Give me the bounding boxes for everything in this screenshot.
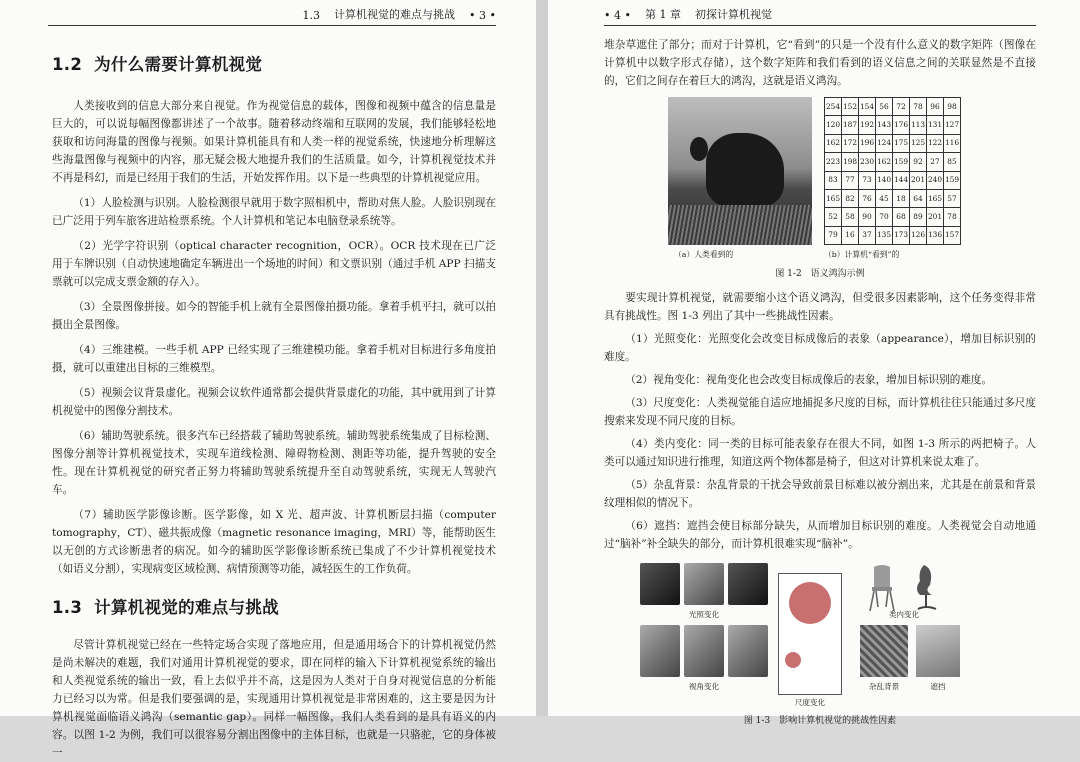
matrix-cell: 78 <box>910 98 927 116</box>
figure-1-2 <box>668 97 1036 245</box>
list-item: （1）光照变化：光照变化会改变目标成像后的表象（appearance），增加目标识别的难度。 <box>604 333 1036 363</box>
matrix-row <box>825 171 961 189</box>
matrix-cell: 113 <box>910 116 927 134</box>
section-number: 1.3 <box>52 598 83 617</box>
page-number: • 3 • <box>469 9 496 22</box>
matrix-cell: 89 <box>910 208 927 226</box>
matrix-cell: 45 <box>876 189 893 207</box>
paragraph: 尽管计算机视觉已经在一些特定场合实现了落地应用，但是通用场合下的计算机视觉仍然是尚未解决的难题，我们对通用计算机视觉的要求，即在同样的输入下计算机视觉系统的输出和人类视觉系统的输出一致，看上去似乎并不高，这是因为人类对于自身对视觉信息的分析能力已经习以为常。但是我们要强调的是，实现通用计算机视觉是非常困难的，这主要是因为计算机视觉面临语义鸿沟（semantic gap）。同样一幅图像，我们人类看到的是具有语义的内容。以图 1-2 为例，我们可以很容易分割出图像中的主体目标，也就是一只骆驼，它的身体被一 <box>52 639 496 759</box>
matrix-cell: 16 <box>842 226 859 244</box>
matrix-cell: 126 <box>910 226 927 244</box>
section-heading-1-2 <box>52 51 496 75</box>
matrix-cell: 254 <box>825 98 842 116</box>
figure-subcaptions <box>674 249 1036 260</box>
matrix-cell: 201 <box>927 208 944 226</box>
list-item: （5）视频会议背景虚化。视频会议软件通常都会提供背景虚化的功能，其中就用到了计算机视觉中的图像分割技术。 <box>52 387 496 417</box>
list-item: （5）杂乱背景：杂乱背景的干扰会导致前景目标难以被分割出来，尤其是在前景和背景纹理相似的情况下。 <box>604 479 1036 509</box>
pixel-matrix <box>824 97 961 245</box>
matrix-cell: 173 <box>893 226 910 244</box>
matrix-cell: 72 <box>893 98 910 116</box>
book-gutter <box>536 0 548 716</box>
matrix-cell: 175 <box>893 134 910 152</box>
portrait-light-image <box>728 563 768 605</box>
list-item: （6）遮挡：遮挡会使目标部分缺失，从而增加目标识别的难度。人类视觉会自动地通过“脑补”补全缺失的部分，而计算机很难实现“脑补”。 <box>604 520 1036 550</box>
tabby-cat-image <box>860 625 908 677</box>
matrix-cell: 64 <box>910 189 927 207</box>
page-number: • 4 • <box>604 9 631 22</box>
paragraph: 堆杂草遮住了部分；而对于计算机，它“看到”的只是一个没有什么意义的数字矩阵（图像在计算机中以数字形式存储），这个数字矩阵和我们看到的语义信息之间的关联显然是不直接的，它们之间存在着巨大的鸿沟，这就是语义鸿沟。 <box>604 39 1036 87</box>
matrix-cell: 77 <box>842 171 859 189</box>
list-item: （6）辅助驾驶系统。很多汽车已经搭载了辅助驾驶系统。辅助驾驶系统集成了目标检测、图像分割等计算机视觉技术，实现车道线检测、障碍物检测、测距等功能，提升驾驶的安全性。现在计算机视觉的研究者正努力将辅助驾驶系统提升至自动驾驶系统，实现无人驾驶汽车。 <box>52 430 496 496</box>
section-heading-1-3 <box>52 594 496 618</box>
figure-1-3 <box>640 563 1050 711</box>
list-item: （7）辅助医学影像诊断。医学影像，如 X 光、超声波、计算机断层扫描（computer tomography，CT）、磁共振成像（magnetic resonance imaging，MRI）等，能帮助医生以无创的方式诊断患者的病况。如今的辅助医学影像诊断系统已集成了不少计算机视觉技术（如语义分割），实现病变区域检测、病情预测等功能，减轻医生的工作负荷。 <box>52 509 496 575</box>
label-lighting: 光照变化 <box>688 610 720 619</box>
matrix-cell: 125 <box>910 134 927 152</box>
matrix-row <box>825 134 961 152</box>
matrix-cell: 140 <box>876 171 893 189</box>
label-clutter: 杂乱背景 <box>868 682 900 691</box>
label-scale: 尺度变化 <box>794 698 826 707</box>
matrix-cell: 96 <box>927 98 944 116</box>
matrix-cell: 201 <box>910 171 927 189</box>
matrix-cell: 70 <box>876 208 893 226</box>
chapter-label: 第 1 章 <box>644 8 681 21</box>
large-circle <box>789 582 831 624</box>
matrix-cell: 58 <box>842 208 859 226</box>
matrix-cell: 79 <box>825 226 842 244</box>
section-title: 为什么需要计算机视觉 <box>94 55 263 74</box>
matrix-cell: 18 <box>893 189 910 207</box>
matrix-cell: 127 <box>944 116 961 134</box>
matrix-cell: 92 <box>910 153 927 171</box>
subcaption-b: （b）计算机“看到”的 <box>824 250 900 259</box>
matrix-cell: 122 <box>927 134 944 152</box>
section-title: 计算机视觉的难点与挑战 <box>94 598 279 617</box>
camel-silhouette <box>706 133 784 207</box>
list-item: （4）三维建模。一些手机 APP 已经实现了三维建模功能。拿着手机对目标进行多角度拍摄，就可以重建出目标的三维模型。 <box>52 344 496 374</box>
camel-head <box>690 137 708 161</box>
chair-2-icon <box>910 563 944 613</box>
matrix-cell: 176 <box>893 116 910 134</box>
matrix-row <box>825 153 961 171</box>
matrix-cell: 73 <box>859 171 876 189</box>
matrix-cell: 52 <box>825 208 842 226</box>
matrix-cell: 57 <box>944 189 961 207</box>
figure-caption: 图 1-3 影响计算机视觉的挑战性因素 <box>743 716 897 726</box>
right-page <box>548 0 1080 726</box>
matrix-cell: 131 <box>927 116 944 134</box>
running-head-title: 计算机视觉的难点与挑战 <box>334 8 456 21</box>
matrix-cell: 83 <box>825 171 842 189</box>
matrix-cell: 192 <box>859 116 876 134</box>
paragraph: 人类接收到的信息大部分来自视觉。作为视觉信息的载体，图像和视频中蕴含的信息量是巨大的，可以说每幅图像都讲述了一个故事。随着移动终端和互联网的发展，我们能够轻松地获取和访问海量的图像与视频。如果计算机能具有和人类一样的视觉系统，快速地分析理解这些海量图像与视频中的内容，那无疑会极大地提升我们的生活质量。如今，计算机视觉技术并不再是科幻，而是已经用于我们的生活，开始发挥作用。以下是一些典型的计算机视觉应用。 <box>52 100 496 184</box>
matrix-cell: 230 <box>859 153 876 171</box>
matrix-cell: 116 <box>944 134 961 152</box>
statue-view-2-image <box>684 625 724 677</box>
matrix-cell: 85 <box>944 153 961 171</box>
camel-photo <box>668 97 812 245</box>
running-head-right <box>604 0 1036 26</box>
matrix-cell: 172 <box>842 134 859 152</box>
matrix-row <box>825 226 961 244</box>
chair-1-icon <box>862 563 902 613</box>
list-item: （2）视角变化：视角变化也会改变目标成像后的表象，增加目标识别的难度。 <box>625 374 993 386</box>
matrix-cell: 154 <box>859 98 876 116</box>
figure-caption: 图 1-2 语义鸿沟示例 <box>775 269 865 279</box>
matrix-cell: 56 <box>876 98 893 116</box>
matrix-cell: 120 <box>825 116 842 134</box>
matrix-cell: 198 <box>842 153 859 171</box>
running-head-left <box>48 0 496 26</box>
matrix-cell: 27 <box>927 153 944 171</box>
list-item: （1）人脸检测与识别。人脸检测很早就用于数字照相机中，帮助对焦人脸。人脸识别现在已广泛用于列车旅客进站检票系统。个人计算机和笔记本电脑登录系统等。 <box>52 197 496 227</box>
matrix-cell: 78 <box>944 208 961 226</box>
matrix-row <box>825 98 961 116</box>
matrix-cell: 37 <box>859 226 876 244</box>
matrix-cell: 187 <box>842 116 859 134</box>
matrix-cell: 159 <box>893 153 910 171</box>
matrix-cell: 165 <box>825 189 842 207</box>
left-page <box>0 0 536 759</box>
matrix-cell: 157 <box>944 226 961 244</box>
matrix-cell: 143 <box>876 116 893 134</box>
matrix-cell: 76 <box>859 189 876 207</box>
matrix-cell: 159 <box>944 171 961 189</box>
matrix-cell: 124 <box>876 134 893 152</box>
matrix-row <box>825 208 961 226</box>
scale-box <box>778 573 842 695</box>
matrix-row <box>825 189 961 207</box>
matrix-cell: 223 <box>825 153 842 171</box>
occluded-object-image <box>916 625 960 677</box>
matrix-cell: 240 <box>927 171 944 189</box>
grass <box>668 205 812 245</box>
matrix-cell: 136 <box>927 226 944 244</box>
running-head-section: 1.3 <box>302 9 321 22</box>
small-circle <box>785 652 801 668</box>
matrix-cell: 162 <box>825 134 842 152</box>
chapter-title: 初探计算机视觉 <box>694 8 772 21</box>
label-occlusion: 遮挡 <box>930 682 946 691</box>
list-item: （3）全景图像拼接。如今的智能手机上就有全景图像拍摄功能。拿着手机平扫，就可以拍摄出全景图像。 <box>52 301 496 331</box>
matrix-cell: 165 <box>927 189 944 207</box>
matrix-cell: 196 <box>859 134 876 152</box>
statue-view-3-image <box>728 625 768 677</box>
matrix-cell: 68 <box>893 208 910 226</box>
matrix-cell: 135 <box>876 226 893 244</box>
matrix-cell: 90 <box>859 208 876 226</box>
label-viewpoint: 视角变化 <box>688 682 720 691</box>
label-intra-class: 类内变化 <box>888 610 920 619</box>
paragraph: 要实现计算机视觉，就需要缩小这个语义鸿沟，但受很多因素影响，这个任务变得非常具有挑战性。图 1-3 列出了其中一些挑战性因素。 <box>604 292 1036 322</box>
matrix-row <box>825 116 961 134</box>
list-item: （2）光学字符识别（optical character recognition，OCR）。OCR 技术现在已广泛用于车牌识别（自动快速地确定车辆进出一个场地的时间）和文票识别（通过手机 APP 扫描支票就可以完成支票金额的存入）。 <box>52 240 496 288</box>
portrait-mid-image <box>684 563 724 605</box>
portrait-dark-image <box>640 563 680 605</box>
matrix-cell: 152 <box>842 98 859 116</box>
list-item: （4）类内变化：同一类的目标可能表象存在很大不同，如图 1-3 所示的两把椅子。人类可以通过知识进行推理，知道这两个物体都是椅子，但这对计算机来说太难了。 <box>604 438 1036 468</box>
matrix-cell: 82 <box>842 189 859 207</box>
matrix-cell: 98 <box>944 98 961 116</box>
matrix-cell: 144 <box>893 171 910 189</box>
statue-view-1-image <box>640 625 680 677</box>
matrix-cell: 162 <box>876 153 893 171</box>
subcaption-a: （a）人类看到的 <box>674 250 734 259</box>
section-number: 1.2 <box>52 55 83 74</box>
list-item: （3）尺度变化：人类视觉能自适应地捕捉多尺度的目标，而计算机往往只能通过多尺度搜索来发现不同尺度的目标。 <box>604 397 1036 427</box>
